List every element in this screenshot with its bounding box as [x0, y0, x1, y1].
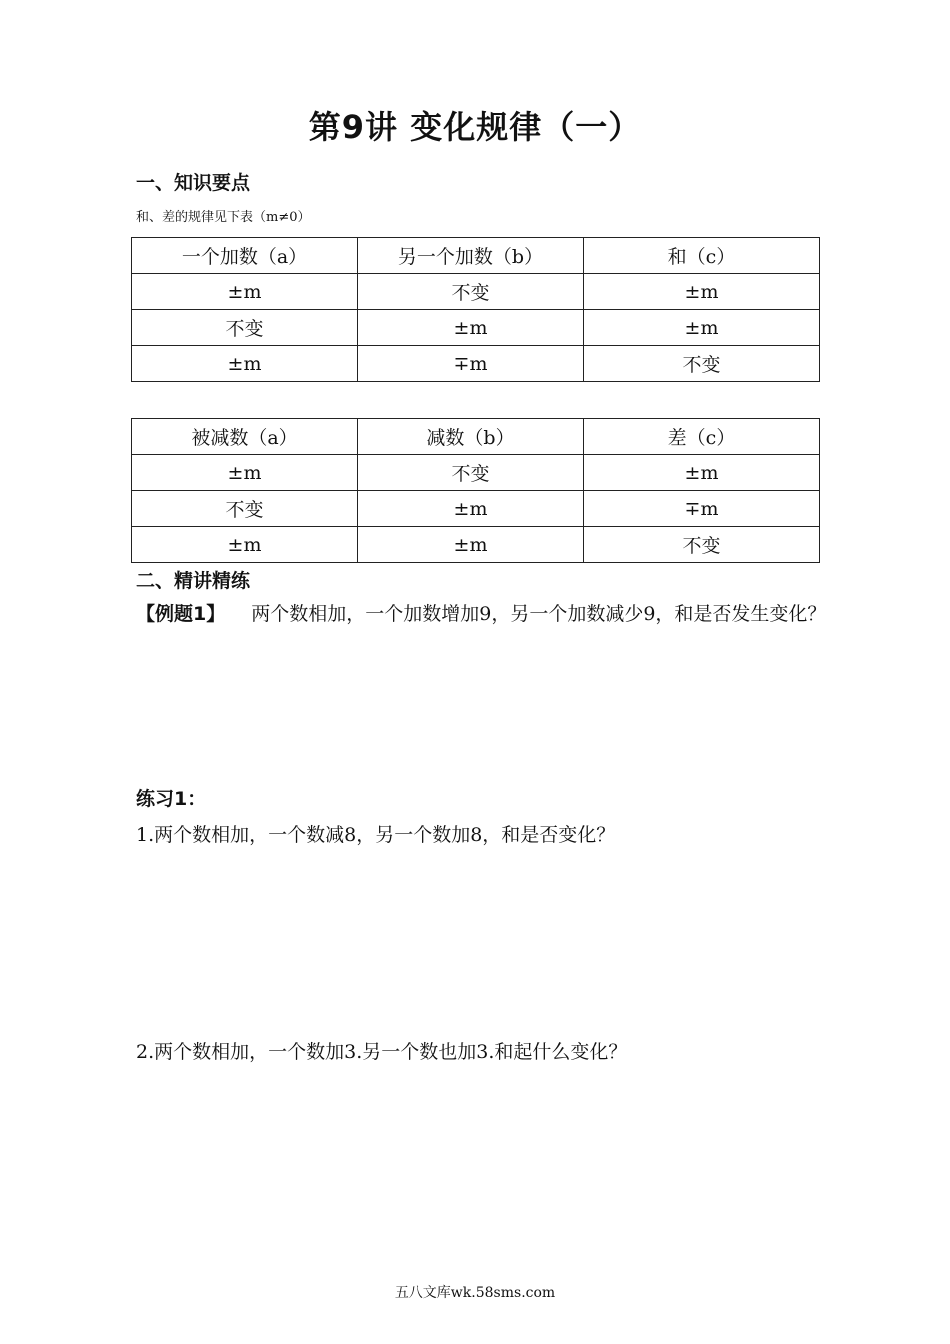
- example-label: 【例题1】: [136, 603, 226, 625]
- footer-watermark: 五八文库wk.58sms.com: [394, 1285, 556, 1301]
- header-cell: 被减数（a）: [132, 419, 358, 455]
- practice-question-1: 1.两个数相加，一个数减8，另一个数加8，和是否变化？: [136, 824, 616, 846]
- table-cell: ±m: [132, 455, 358, 491]
- table-cell: 不变: [358, 455, 584, 491]
- table-row: [132, 455, 820, 491]
- table-cell: 不变: [584, 527, 820, 563]
- example-text: 两个数相加，一个加数增加9，另一个加数减少9，和是否发生变化？: [251, 603, 827, 625]
- practice-question-2: 2.两个数相加，一个数加3.另一个数也加3.和起什么变化？: [136, 1041, 628, 1063]
- table-header-row: [132, 238, 820, 274]
- table-cell: ±m: [132, 274, 358, 310]
- header-cell: 差（c）: [584, 419, 820, 455]
- page-title: 第9讲 变化规律（一）: [308, 108, 642, 146]
- practice-heading: 练习1：: [136, 788, 207, 810]
- table-cell: ±m: [358, 527, 584, 563]
- table-cell: ∓m: [358, 346, 584, 382]
- table-cell: ±m: [358, 491, 584, 527]
- table-cell: ±m: [132, 527, 358, 563]
- header-cell: 减数（b）: [358, 419, 584, 455]
- header-cell: 另一个加数（b）: [358, 238, 584, 274]
- section-heading-knowledge: 一、知识要点: [136, 172, 251, 194]
- table-cell: ±m: [584, 310, 820, 346]
- header-cell: 一个加数（a）: [132, 238, 358, 274]
- table-row: [132, 310, 820, 346]
- table-cell: ±m: [584, 274, 820, 310]
- table-cell: ∓m: [584, 491, 820, 527]
- table-cell: ±m: [358, 310, 584, 346]
- table-row: [132, 491, 820, 527]
- table-cell: 不变: [132, 310, 358, 346]
- table-row: [132, 527, 820, 563]
- section-heading-practice: 二、精讲精练: [136, 570, 251, 592]
- table-header-row: [132, 419, 820, 455]
- table-row: [132, 346, 820, 382]
- sum-rule-table: [131, 237, 820, 382]
- example-1: [92, 597, 862, 632]
- table-cell: ±m: [584, 455, 820, 491]
- header-cell: 和（c）: [584, 238, 820, 274]
- table-cell: ±m: [132, 346, 358, 382]
- difference-rule-table: [131, 418, 820, 563]
- table-note: 和、差的规律见下表（m≠0）: [136, 210, 311, 225]
- table-cell: 不变: [132, 491, 358, 527]
- table-row: [132, 274, 820, 310]
- table-cell: 不变: [584, 346, 820, 382]
- table-cell: 不变: [358, 274, 584, 310]
